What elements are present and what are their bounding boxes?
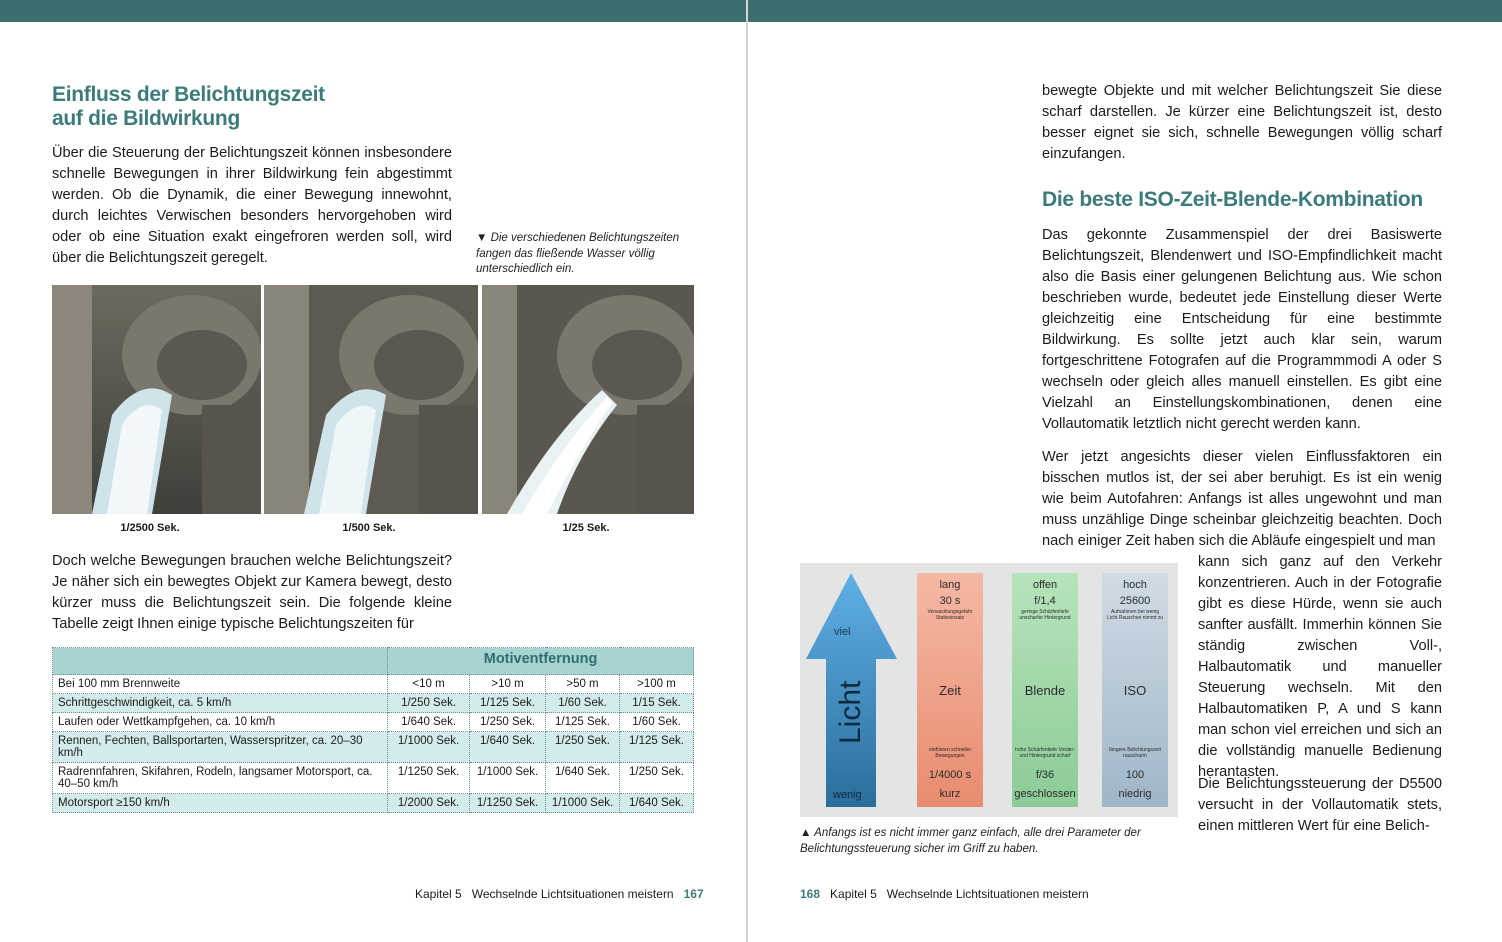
page-number: 168	[800, 887, 821, 901]
blende-bottom: geschlossen	[1014, 788, 1076, 800]
table-cell: 1/640 Sek.	[546, 763, 620, 794]
right-footer	[800, 887, 1089, 901]
blende-small-bottom: hohe Schärfentiefe Vorder- und Hintergrund scharf	[1015, 747, 1075, 759]
right-paragraph-1: Das gekonnte Zusammenspiel der drei Basiswerte Belichtungszeit, Blendenwert und ISO-Empfindlichkeit macht also die Basis einer gelungenen Belichtung aus. Wie schon beschrieben wurde, bedeutet jede Einstellung dieser Werte gleichzeitig eine Entscheidung für eine bestimmte Bildwirkung. Es sollte jetzt auch klar sein, warum fortgeschrittene Fotografen auf die Programmmodi A oder S wechseln oder gleich alles manuell einstellen. Es gibt eine Vielzahl an Einstellungskombinationen, denen eine Vollautomatik letztlich nicht gerecht werden kann.	[1042, 227, 1442, 432]
fountain-photo-fast	[52, 285, 261, 514]
table-row	[53, 675, 694, 694]
table-cell: 1/640 Sek.	[620, 794, 694, 813]
iso-top: hoch	[1123, 579, 1147, 591]
table-cell: 1/250 Sek.	[546, 732, 620, 763]
table-header-row	[53, 648, 694, 675]
left-paragraph-1: Über die Steuerung der Belichtungszeit können insbesondere schnelle Bewegungen in ihrer Bildwirkung fein abgestimmt werden. Ob die Dynamik, die einer Bewegung innewohnt, durch leichtes Verwischen besonders hervorgehoben wird oder ob eine Situation exakt eingefroren werden soll, wird über die Belichtungszeit geregelt.	[52, 145, 452, 266]
table-cell: 1/1250 Sek.	[388, 763, 470, 794]
table-cell-label: Schrittgeschwindigkeit, ca. 5 km/h	[53, 694, 388, 713]
right-paragraph-2-wrap: kann sich ganz auf den Verkehr konzentrieren. Auch in der Fotografie gibt es diese Hürde, wenn sie auch sanfter ausfällt. Immerhin können Sie ständig zwischen Voll-, Halbautomatik und manueller Steuerung wechseln. Mit den Halbautomatiken P, A und S kann man schon viel erreichen und sich an die vollständig manuelle Bedienung herantasten.	[1198, 554, 1442, 780]
column-blende	[1012, 573, 1078, 807]
table-cell: >10 m	[470, 675, 546, 694]
heading-line-1: Einfluss der Belichtungszeit	[52, 83, 325, 106]
blende-value-top: f/1,4	[1034, 595, 1056, 607]
zeit-name: Zeit	[939, 683, 961, 698]
figure-caption: ▲ Anfangs ist es nicht immer ganz einfach, alle drei Parameter der Belichtungssteuerung sicher im Griff zu haben.	[800, 827, 1141, 855]
table-cell: 1/640 Sek.	[470, 732, 546, 763]
blende-value-bottom: f/36	[1035, 769, 1055, 781]
photo-label-2: 1/500 Sek.	[342, 522, 396, 534]
exposure-table	[52, 647, 694, 813]
table-row	[53, 732, 694, 763]
table-cell: 1/15 Sek.	[620, 694, 694, 713]
right-page	[748, 0, 1502, 942]
table-cell: 1/1000 Sek.	[470, 763, 546, 794]
table-cell: 1/250 Sek.	[388, 694, 470, 713]
blende-top: offen	[1032, 579, 1058, 591]
footer-title: Wechselnde Lichtsituationen meistern	[471, 887, 674, 901]
blende-name: Blende	[1024, 683, 1066, 698]
table-cell-label: Rennen, Fechten, Ballsportarten, Wasserspritzer, ca. 20–30 km/h	[53, 732, 388, 763]
table-cell: 1/250 Sek.	[620, 763, 694, 794]
iso-bottom: niedrig	[1118, 788, 1152, 800]
left-top-bar	[0, 0, 746, 22]
zeit-top: lang	[939, 579, 961, 591]
right-top-bar	[748, 0, 1502, 22]
table-cell-label: Laufen oder Wettkampfgehen, ca. 10 km/h	[53, 713, 388, 732]
table-cell: 1/1000 Sek.	[388, 732, 470, 763]
table-cell: 1/250 Sek.	[470, 713, 546, 732]
table-row	[53, 694, 694, 713]
section-heading-right: Die beste ISO-Zeit-Blende-Kombination	[1042, 188, 1423, 211]
table-cell: >50 m	[546, 675, 620, 694]
zeit-small-top: Verwacklungsgefahr Stativeinsatz	[927, 609, 973, 621]
footer-title: Wechselnde Lichtsituationen meistern	[886, 887, 1089, 901]
footer-chapter: Kapitel 5	[830, 887, 877, 901]
table-cell: 1/1000 Sek.	[546, 794, 620, 813]
right-paragraph-2: Wer jetzt angesichts dieser vielen Einflussfaktoren ein bisschen mutlos ist, der sei aber beruhigt. Es ist ein wenig wie beim Autofahren: Anfangs ist alles ungewohnt und man muss unzählige Dinge scheinbar gleichzeitig beachten. Doch nach einiger Zeit haben sich die Abläufe eingespielt und man	[1042, 449, 1442, 549]
zeit-value-top: 30 s	[939, 595, 961, 607]
table-row	[53, 713, 694, 732]
zeit-bottom: kurz	[939, 788, 961, 800]
iso-small-top: Aufnahmen bei wenig Licht Rauschen nimmt zu	[1106, 609, 1164, 621]
photo-label-3: 1/25 Sek.	[562, 522, 610, 534]
arrow-bottom-label: wenig	[833, 789, 862, 801]
blende-small-top: geringe Schärfentiefe unscharfer Hintergrund	[1019, 609, 1071, 621]
table-header-motiventfernung: Motiventfernung	[388, 648, 694, 675]
table-cell: >100 m	[620, 675, 694, 694]
table-cell-label: Motorsport ≥150 km/h	[53, 794, 388, 813]
table-cell: 1/125 Sek.	[470, 694, 546, 713]
right-paragraph-0: bewegte Objekte und mit welcher Belichtungszeit Sie diese scharf darstellen. Je kürzer eine Belichtungszeit ist, desto besser eignet sie sich, schnelle Bewegungen völlig scharf einzufangen.	[1042, 83, 1442, 162]
iso-value-bottom: 100	[1125, 769, 1145, 781]
iso-small-bottom: längere Belichtungszeit rauscharm	[1109, 747, 1161, 759]
left-paragraph-2: Doch welche Bewegungen brauchen welche Belichtungszeit? Je näher sich ein bewegtes Objekt zur Kamera bewegt, desto kürzer muss die Belichtungszeit sein. Die folgende kleine Tabelle zeigt Ihnen einige typische Belichtungszeiten für	[52, 553, 452, 632]
table-cell: 1/60 Sek.	[546, 694, 620, 713]
table-cell: 1/60 Sek.	[620, 713, 694, 732]
column-iso	[1102, 573, 1168, 807]
table-cell: <10 m	[388, 675, 470, 694]
fountain-photo-slow	[482, 285, 694, 514]
zeit-value-bottom: 1/4000 s	[928, 769, 972, 781]
fountain-photo-medium	[264, 285, 478, 514]
column-zeit	[917, 573, 983, 807]
left-footer	[415, 887, 704, 901]
right-paragraph-3: Die Belichtungssteuerung der D5500 versucht in der Vollautomatik stets, einen mittleren Wert für eine Belich-	[1198, 776, 1442, 834]
heading-line-2: auf die Bildwirkung	[52, 107, 240, 130]
section-heading-left	[52, 83, 452, 131]
footer-chapter: Kapitel 5	[415, 887, 462, 901]
table-cell: 1/2000 Sek.	[388, 794, 470, 813]
table-cell: 1/1250 Sek.	[470, 794, 546, 813]
table-cell-label: Radrennfahren, Skifahren, Rodeln, langsamer Motorsport, ca. 40–50 km/h	[53, 763, 388, 794]
table-cell-label: Bei 100 mm Brennweite	[53, 675, 388, 694]
iso-name: ISO	[1123, 683, 1147, 698]
table-row	[53, 763, 694, 794]
left-page	[0, 0, 746, 942]
exposure-figure	[800, 563, 1178, 817]
table-cell: 1/125 Sek.	[546, 713, 620, 732]
table-header-blank	[53, 648, 388, 675]
arrow-top-label: viel	[834, 626, 851, 638]
table-row	[53, 794, 694, 813]
page-number: 167	[683, 887, 704, 901]
photo-caption: ▼ Die verschiedenen Belichtungszeiten fangen das fließende Wasser völlig unterschiedlich ein.	[476, 232, 680, 275]
iso-value-top: 25600	[1119, 595, 1151, 607]
zeit-small-bottom: einfrieren schneller Bewegungen	[928, 747, 972, 759]
photo-label-1: 1/2500 Sek.	[120, 522, 180, 534]
table-cell: 1/640 Sek.	[388, 713, 470, 732]
table-cell: 1/125 Sek.	[620, 732, 694, 763]
arrow-main-label: Licht	[834, 680, 867, 744]
